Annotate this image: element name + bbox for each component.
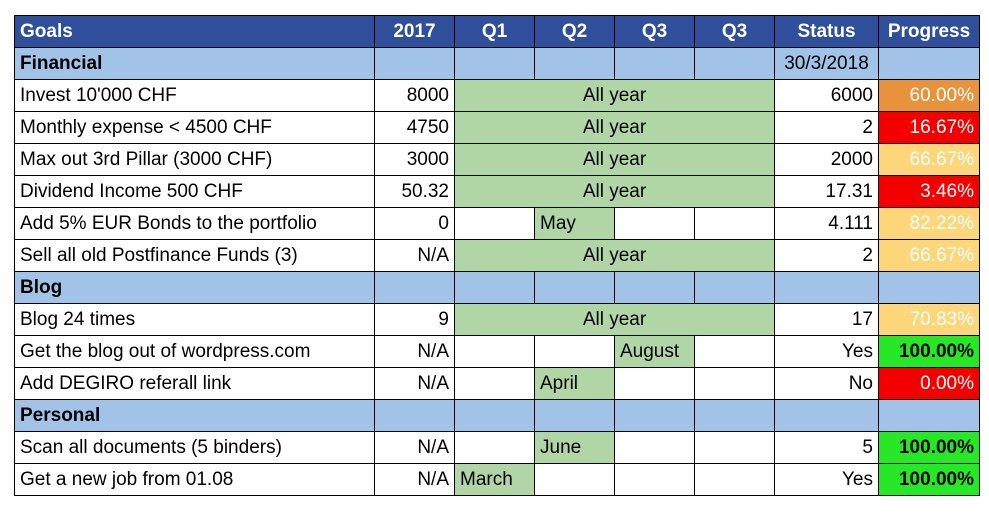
- goal-cell[interactable]: Scan all documents (5 binders): [15, 432, 375, 464]
- cell[interactable]: [535, 48, 615, 80]
- progress-cell[interactable]: 100.00%: [879, 336, 980, 368]
- progress-cell[interactable]: 66.67%: [879, 144, 980, 176]
- goals-table: [14, 15, 980, 496]
- header-row: [15, 16, 980, 48]
- year-2017-cell[interactable]: N/A: [375, 464, 455, 496]
- cell[interactable]: [775, 272, 879, 304]
- q3-cell[interactable]: [615, 208, 695, 240]
- cell[interactable]: [455, 400, 535, 432]
- table-row: [15, 336, 980, 368]
- period-cell[interactable]: May: [535, 208, 615, 240]
- section-row-blog: [15, 272, 980, 304]
- q1-cell[interactable]: [455, 208, 535, 240]
- period-cell[interactable]: March: [455, 464, 535, 496]
- cell[interactable]: [615, 400, 695, 432]
- status-cell[interactable]: 2000: [775, 144, 879, 176]
- status-date[interactable]: 30/3/2018: [775, 48, 879, 80]
- goal-cell[interactable]: Add DEGIRO referall link: [15, 368, 375, 400]
- progress-cell[interactable]: 82.22%: [879, 208, 980, 240]
- goal-cell[interactable]: Get the blog out of wordpress.com: [15, 336, 375, 368]
- year-2017-cell[interactable]: 9: [375, 304, 455, 336]
- status-cell[interactable]: 6000: [775, 80, 879, 112]
- table-row: [15, 240, 980, 272]
- cell[interactable]: [615, 272, 695, 304]
- period-cell[interactable]: June: [535, 432, 615, 464]
- q3-second-cell[interactable]: [695, 432, 775, 464]
- cell[interactable]: [695, 400, 775, 432]
- progress-cell[interactable]: 100.00%: [879, 432, 980, 464]
- q3-second-cell[interactable]: [695, 368, 775, 400]
- q3-second-cell[interactable]: [695, 464, 775, 496]
- cell[interactable]: [455, 272, 535, 304]
- header-status[interactable]: Status: [775, 16, 879, 48]
- q3-cell[interactable]: [615, 464, 695, 496]
- cell[interactable]: [695, 272, 775, 304]
- q1-cell[interactable]: [455, 336, 535, 368]
- year-2017-cell[interactable]: N/A: [375, 368, 455, 400]
- period-cell[interactable]: All year: [455, 304, 775, 336]
- q1-cell[interactable]: [455, 368, 535, 400]
- status-cell[interactable]: 17: [775, 304, 879, 336]
- q3-second-cell[interactable]: [695, 336, 775, 368]
- cell[interactable]: [879, 400, 980, 432]
- goal-cell[interactable]: Max out 3rd Pillar (3000 CHF): [15, 144, 375, 176]
- goal-cell[interactable]: Invest 10'000 CHF: [15, 80, 375, 112]
- progress-cell[interactable]: 66.67%: [879, 240, 980, 272]
- period-cell[interactable]: April: [535, 368, 615, 400]
- year-2017-cell[interactable]: 4750: [375, 112, 455, 144]
- section-row-personal: [15, 400, 980, 432]
- status-cell[interactable]: 17.31: [775, 176, 879, 208]
- table-row: [15, 112, 980, 144]
- table-row: [15, 464, 980, 496]
- table-row: [15, 144, 980, 176]
- cell[interactable]: [879, 48, 980, 80]
- table-row: [15, 432, 980, 464]
- cell[interactable]: [455, 48, 535, 80]
- period-cell[interactable]: August: [615, 336, 695, 368]
- q3-cell[interactable]: [615, 432, 695, 464]
- goal-cell[interactable]: Get a new job from 01.08: [15, 464, 375, 496]
- period-cell[interactable]: All year: [455, 80, 775, 112]
- cell[interactable]: [775, 400, 879, 432]
- q2-cell[interactable]: [535, 464, 615, 496]
- status-cell[interactable]: No: [775, 368, 879, 400]
- cell[interactable]: [879, 272, 980, 304]
- goal-cell[interactable]: Dividend Income 500 CHF: [15, 176, 375, 208]
- header-q1[interactable]: Q1: [455, 16, 535, 48]
- table-row: [15, 80, 980, 112]
- cell[interactable]: [615, 48, 695, 80]
- period-cell[interactable]: All year: [455, 176, 775, 208]
- status-cell[interactable]: 5: [775, 432, 879, 464]
- status-cell[interactable]: Yes: [775, 336, 879, 368]
- header-progress[interactable]: Progress: [879, 16, 980, 48]
- section-label[interactable]: Blog: [15, 272, 375, 304]
- q3-cell[interactable]: [615, 368, 695, 400]
- period-cell[interactable]: All year: [455, 144, 775, 176]
- table-row: [15, 176, 980, 208]
- period-cell[interactable]: All year: [455, 240, 775, 272]
- year-2017-cell[interactable]: N/A: [375, 336, 455, 368]
- cell[interactable]: [375, 400, 455, 432]
- header-q3-second[interactable]: Q3: [695, 16, 775, 48]
- progress-cell[interactable]: 100.00%: [879, 464, 980, 496]
- cell[interactable]: [375, 48, 455, 80]
- status-cell[interactable]: 4.111: [775, 208, 879, 240]
- section-label[interactable]: Personal: [15, 400, 375, 432]
- table-row: [15, 304, 980, 336]
- goal-cell[interactable]: Sell all old Postfinance Funds (3): [15, 240, 375, 272]
- period-cell[interactable]: All year: [455, 112, 775, 144]
- table-row: [15, 368, 980, 400]
- progress-cell[interactable]: 60.00%: [879, 80, 980, 112]
- header-2017[interactable]: 2017: [375, 16, 455, 48]
- status-cell[interactable]: Yes: [775, 464, 879, 496]
- table-row: [15, 208, 980, 240]
- section-row-financial: [15, 48, 980, 80]
- year-2017-cell[interactable]: 50.32: [375, 176, 455, 208]
- q2-cell[interactable]: [535, 336, 615, 368]
- cell[interactable]: [375, 272, 455, 304]
- goal-cell[interactable]: Add 5% EUR Bonds to the portfolio: [15, 208, 375, 240]
- cell[interactable]: [535, 400, 615, 432]
- status-cell[interactable]: 2: [775, 112, 879, 144]
- q3-second-cell[interactable]: [695, 208, 775, 240]
- q1-cell[interactable]: [455, 432, 535, 464]
- section-label[interactable]: Financial: [15, 48, 375, 80]
- status-cell[interactable]: 2: [775, 240, 879, 272]
- progress-cell[interactable]: 70.83%: [879, 304, 980, 336]
- cell[interactable]: [695, 48, 775, 80]
- header-goals[interactable]: Goals: [15, 16, 375, 48]
- progress-cell[interactable]: 0.00%: [879, 368, 980, 400]
- cell[interactable]: [535, 272, 615, 304]
- year-2017-cell[interactable]: 8000: [375, 80, 455, 112]
- year-2017-cell[interactable]: N/A: [375, 240, 455, 272]
- goal-cell[interactable]: Monthly expense < 4500 CHF: [15, 112, 375, 144]
- year-2017-cell[interactable]: 0: [375, 208, 455, 240]
- year-2017-cell[interactable]: 3000: [375, 144, 455, 176]
- progress-cell[interactable]: 3.46%: [879, 176, 980, 208]
- header-q2[interactable]: Q2: [535, 16, 615, 48]
- year-2017-cell[interactable]: N/A: [375, 432, 455, 464]
- goal-cell[interactable]: Blog 24 times: [15, 304, 375, 336]
- header-q3[interactable]: Q3: [615, 16, 695, 48]
- progress-cell[interactable]: 16.67%: [879, 112, 980, 144]
